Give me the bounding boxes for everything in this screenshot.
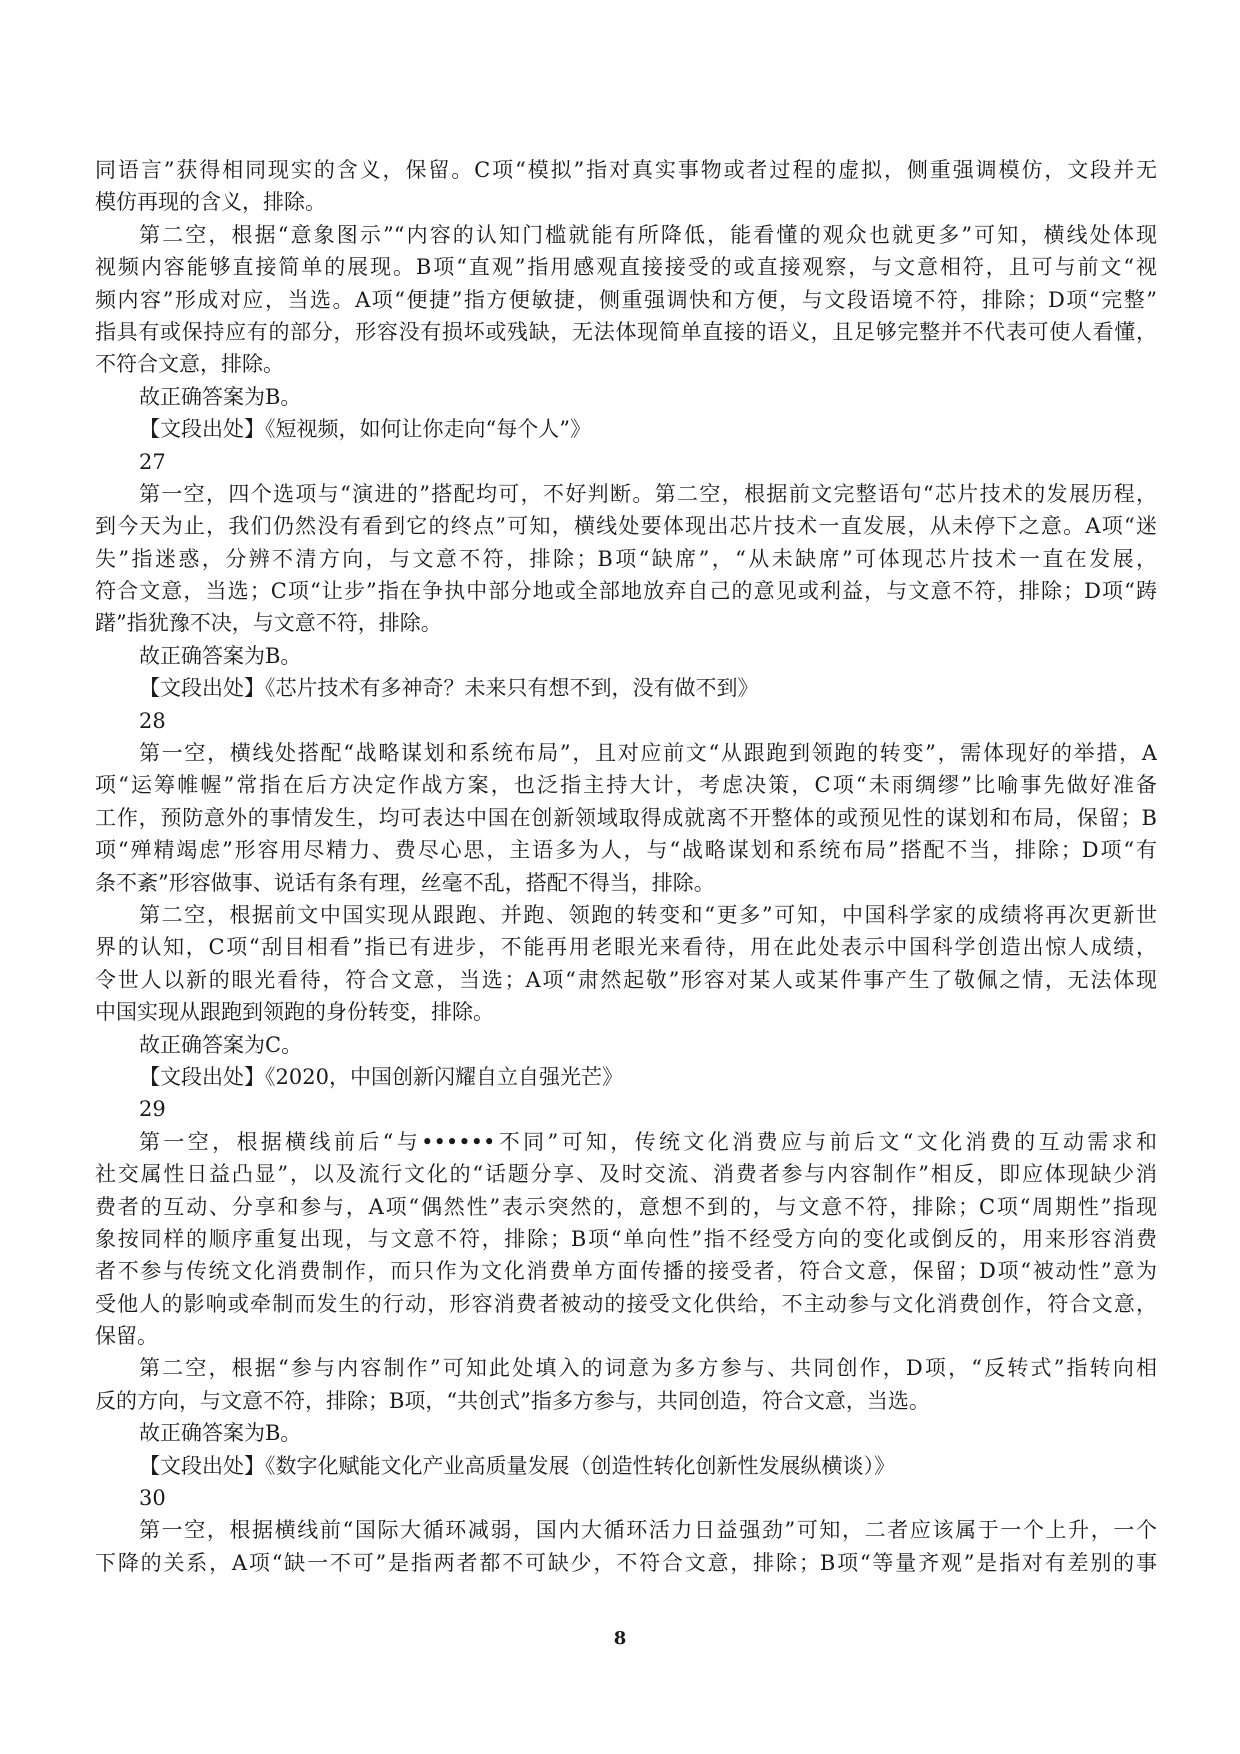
text-line: 30 xyxy=(139,1486,166,1511)
text-line: 指具有或保持应有的部分，形容没有损坏或残缺，无法体现简单直接的语义，且足够完整并不代表可使人看懂， xyxy=(95,319,1157,344)
text-line: 故正确答案为B。 xyxy=(139,643,302,668)
text-line: 第二空，根据“意象图示”“内容的认知门槛就能有所降低，能看懂的观众也就更多”可知，横线处体现 xyxy=(139,222,1157,247)
text-line: 中国实现从跟跑到领跑的身份转变，排除。 xyxy=(95,1000,494,1025)
paragraph xyxy=(95,705,1157,737)
text-line: 界的认知，C项“刮目相看”指已有进步，不能再用老眼光来看待，用在此处表示中国科学创造出惊人成绩， xyxy=(95,935,1157,960)
text-line: 第一空，横线处搭配“战略谋划和系统布局”，且对应前文“从跟跑到领跑的转变”，需体现好的举措，A xyxy=(139,741,1157,766)
paragraph xyxy=(95,154,1157,219)
text-line: 【文段出处】《短视频，如何让你走向“每个人”》 xyxy=(139,417,591,442)
text-line: 项“殚精竭虑”形容用尽精力、费尽心思，主语多为人，与“战略谋划和系统布局”搭配不当，排除；D项“有 xyxy=(95,838,1157,863)
text-line: 失”指迷惑，分辨不清方向，与文意不符，排除；B项“缺席”，“从未缺席”可体现芯片技术一直在发展， xyxy=(95,546,1157,571)
text-line: 27 xyxy=(139,449,166,474)
text-line: 第一空，根据横线前“国际大循环减弱，国内大循环活力日益强劲”可知，二者应该属于一个上升，一个 xyxy=(139,1518,1157,1543)
text-line: 受他人的影响或牵制而发生的行动，形容消费者被动的接受文化供给，不主动参与文化消费创作，符合文意， xyxy=(95,1291,1157,1316)
text-line: 第二空，根据前文中国实现从跟跑、并跑、领跑的转变和“更多”可知，中国科学家的成绩将再次更新世 xyxy=(139,902,1157,927)
paragraph xyxy=(95,1450,1157,1482)
text-line: 躇”指犹豫不决，与文意不符，排除。 xyxy=(95,611,442,636)
paragraph xyxy=(95,1093,1157,1125)
text-line: 第二空，根据“参与内容制作”可知此处填入的词意为多方参与、共同创作，D项，“反转式”指转向相 xyxy=(139,1356,1157,1381)
text-line: 反的方向，与文意不符，排除；B项，“共创式”指多方参与，共同创造，符合文意，当选。 xyxy=(95,1388,930,1413)
text-line: 故正确答案为C。 xyxy=(139,1032,303,1057)
text-line: 下降的关系，A项“缺一不可”是指两者都不可缺少，不符合文意，排除；B项“等量齐观”是指对有差别的事 xyxy=(95,1550,1157,1575)
text-line: 【文段出处】《芯片技术有多神奇？未来只有想不到，没有做不到》 xyxy=(139,676,759,701)
text-line: 条不紊”形容做事、说话有条有理，丝毫不乱，搭配不得当，排除。 xyxy=(95,870,715,895)
paragraph xyxy=(95,640,1157,672)
text-line: 不符合文意，排除。 xyxy=(95,352,284,377)
text-line: 模仿再现的含义，排除。 xyxy=(95,190,326,215)
text-line: 工作，预防意外的事情发生，均可表达中国在创新领域取得成就离不开整体的或预见性的谋划和布局，保留；B xyxy=(95,805,1157,830)
text-line: 项“运筹帷幄”常指在后方决定作战方案，也泛指主持大计，考虑决策，C项“未雨绸缪”比喻事先做好准备 xyxy=(95,773,1157,798)
paragraph xyxy=(95,381,1157,413)
paragraph xyxy=(95,1514,1157,1579)
text-line: 第一空，四个选项与“演进的”搭配均可，不好判断。第二空，根据前文完整语句“芯片技术的发展历程， xyxy=(139,481,1157,506)
text-line: 视频内容能够直接简单的展现。B项“直观”指用感观直接接受的或直接观察，与文意相符，且可与前文“视 xyxy=(95,255,1157,280)
paragraph xyxy=(95,1061,1157,1093)
paragraph xyxy=(95,1029,1157,1061)
paragraph xyxy=(95,899,1157,1029)
paragraph xyxy=(95,1417,1157,1449)
text-line: 者不参与传统文化消费制作，而只作为文化消费单方面传播的接受者，符合文意，保留；D项“被动性”意为 xyxy=(95,1259,1157,1284)
text-line: 28 xyxy=(139,708,166,733)
text-line: 同语言”获得相同现实的含义，保留。C项“模拟”指对真实事物或者过程的虚拟，侧重强调模仿，文段并无 xyxy=(95,158,1157,182)
text-line: 【文段出处】《2020，中国创新闪耀自立自强光芒》 xyxy=(139,1064,623,1089)
page-number: 8 xyxy=(613,1628,627,1649)
text-line: 令世人以新的眼光看待，符合文意，当选；A项“肃然起敬”形容对某人或某件事产生了敬佩之情，无法体现 xyxy=(95,967,1157,992)
text-line: 保留。 xyxy=(95,1324,158,1349)
text-line: 象按同样的顺序重复出现，与文意不符，排除；B项“单向性”指不经受方向的变化或倒反的，用来形容消费 xyxy=(95,1226,1157,1251)
document-body xyxy=(95,154,1157,1579)
paragraph xyxy=(95,446,1157,478)
paragraph xyxy=(95,413,1157,445)
text-line: 29 xyxy=(139,1097,166,1122)
text-line: 到今天为止，我们仍然没有看到它的终点”可知，横线处要体现出芯片技术一直发展，从未停下之意。A项“迷 xyxy=(95,514,1157,539)
paragraph xyxy=(95,1482,1157,1514)
text-line: 故正确答案为B。 xyxy=(139,384,302,409)
text-line: 符合文意，当选；C项“让步”指在争执中部分地或全部地放弃自己的意见或利益，与文意不符，排除；D项“踌 xyxy=(95,579,1157,604)
text-line: 社交属性日益凸显”，以及流行文化的“话题分享、及时交流、消费者参与内容制作”相反，即应体现缺少消 xyxy=(95,1162,1157,1187)
text-line: 第一空，根据横线前后“与••••••不同”可知，传统文化消费应与前后文“文化消费的互动需求和 xyxy=(139,1129,1157,1154)
paragraph xyxy=(95,219,1157,381)
paragraph xyxy=(95,478,1157,640)
paragraph xyxy=(95,737,1157,899)
paragraph xyxy=(95,672,1157,704)
paragraph xyxy=(95,1126,1157,1353)
paragraph xyxy=(95,1352,1157,1417)
text-line: 故正确答案为B。 xyxy=(139,1421,302,1446)
text-line: 费者的互动、分享和参与，A项“偶然性”表示突然的，意想不到的，与文意不符，排除；C项“周期性”指现 xyxy=(95,1194,1157,1219)
text-line: 频内容”形成对应，当选。A项“便捷”指方便敏捷，侧重强调快和方便，与文段语境不符，排除；D项“完整” xyxy=(95,287,1157,312)
text-line: 【文段出处】《数字化赋能文化产业高质量发展（创造性转化创新性发展纵横谈）》 xyxy=(139,1453,895,1478)
